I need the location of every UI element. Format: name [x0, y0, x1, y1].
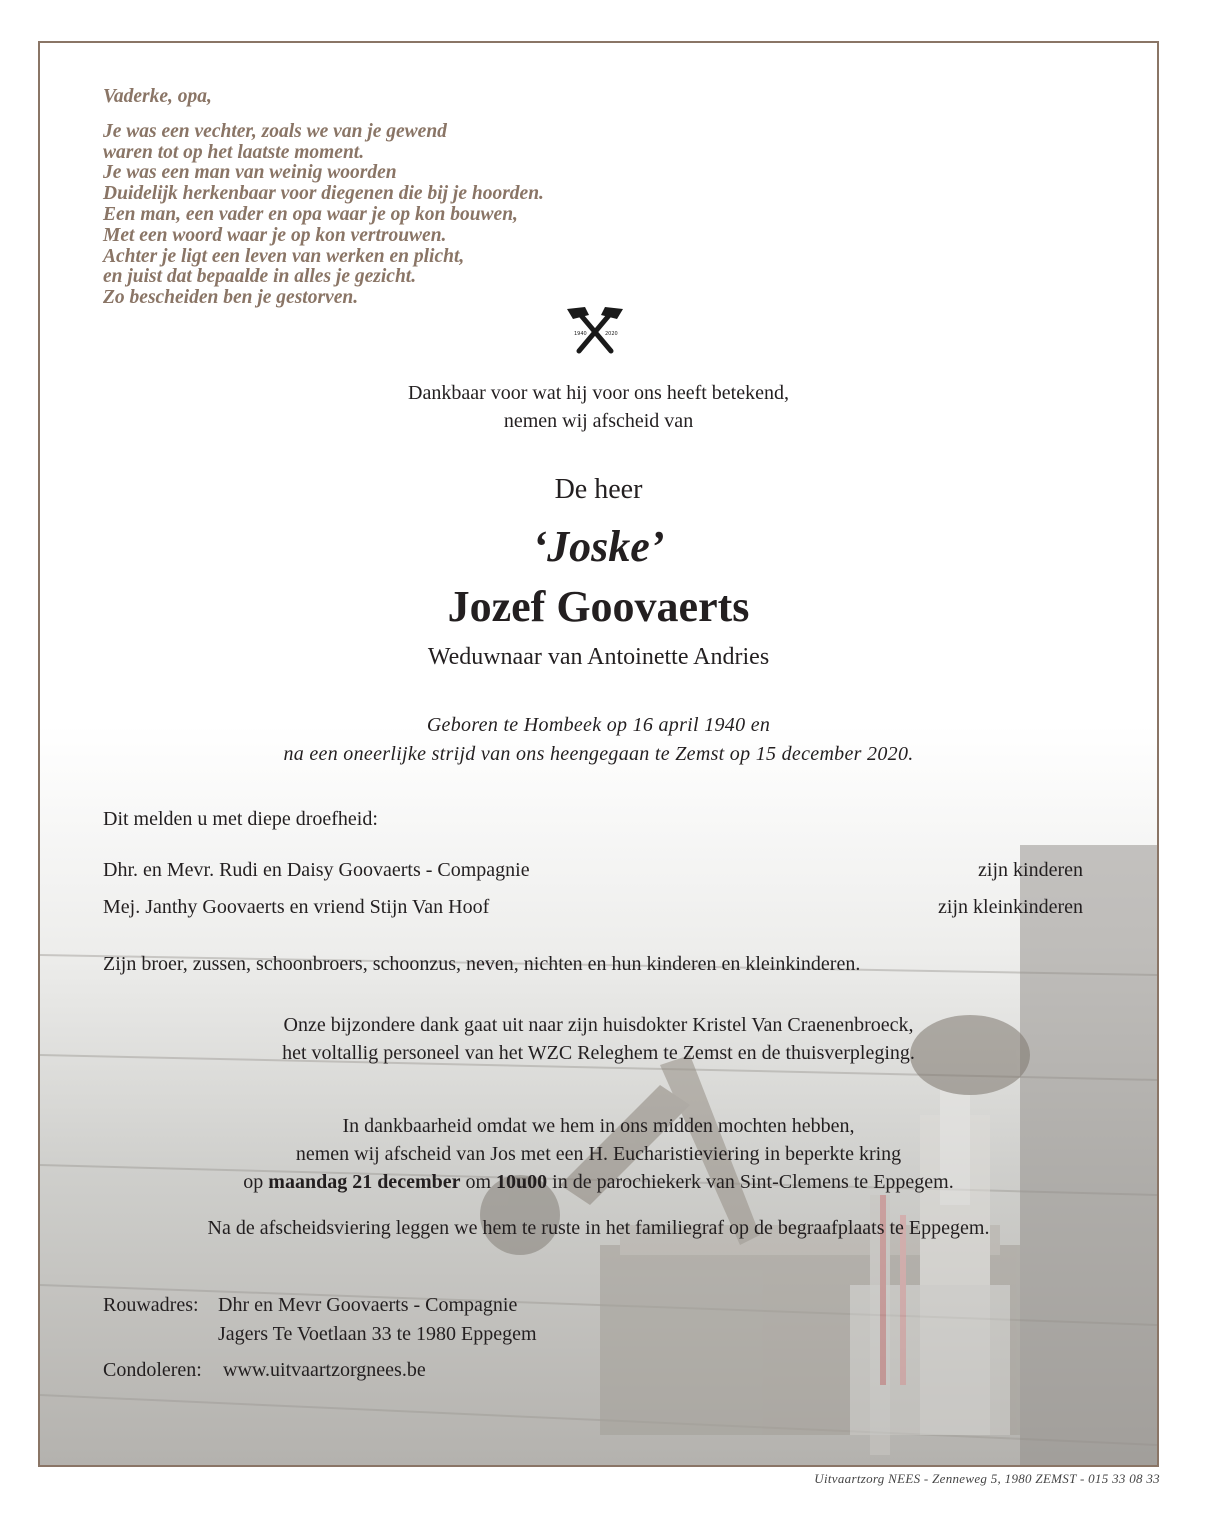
burial-line: Na de afscheidsviering leggen we hem te ruste in het familiegraf op de begraafplaats te Eppegem.	[207, 1217, 990, 1239]
condolence-label: Condoleren:	[103, 1359, 202, 1381]
service-location: in de parochiekerk van Sint-Clemens te Eppegem.	[552, 1171, 954, 1193]
birth-line: Geboren te Hombeek op 16 april 1940 en	[426, 714, 771, 736]
poem-line: Achter je ligt een leven van werken en plicht,	[103, 245, 465, 267]
poem-line: Met een woord waar je op kon vertrouwen.	[103, 224, 447, 246]
address-line1: Dhr en Mevr Goovaerts - Compagnie	[218, 1294, 518, 1316]
intro-text	[40, 379, 1157, 435]
service-line: nemen wij afscheid van Jos met een H. Eucharistieviering in beperkte kring	[295, 1143, 902, 1165]
thanks-line: het voltallig personeel van het WZC Releghem te Zemst en de thuisverpleging.	[282, 1042, 915, 1064]
widower-of: Weduwnaar van Antoinette Andries	[427, 644, 770, 670]
poem-line: Een man, een vader en opa waar je op kon bouwen,	[103, 203, 518, 225]
workshop-background-image	[40, 725, 1157, 1465]
announcement: Dit melden u met diepe droefheid:	[103, 808, 378, 830]
service-time: 10u00	[496, 1171, 548, 1193]
service-details	[40, 1112, 1157, 1196]
notice-frame	[38, 41, 1159, 1467]
poem-line: Je was een vechter, zoals we van je gewend	[103, 120, 447, 142]
relatives-line: Zijn broer, zussen, schoonbroers, schoonzus, neven, nichten en hun kinderen en kleinkinderen.	[103, 953, 861, 975]
intro-line: Dankbaar voor wat hij voor ons heeft betekend,	[408, 382, 789, 404]
service-line: In dankbaarheid omdat we hem in ons midden mochten hebben,	[342, 1115, 855, 1137]
deceased-name: Jozef Goovaerts	[447, 582, 750, 631]
footer-funeral-home: Uitvaartzorg NEES - Zenneweg 5, 1980 ZEMST - 015 33 08 33	[814, 1471, 1160, 1486]
family-names-children: Dhr. en Mevr. Rudi en Daisy Goovaerts - Compagnie	[103, 859, 530, 881]
poem-greeting: Vaderke, opa,	[103, 86, 212, 107]
toolbox-illustration	[40, 725, 1157, 1465]
deceased-nickname: ‘Joske’	[532, 522, 665, 571]
deceased-title: De heer	[554, 474, 643, 505]
address-line2: Jagers Te Voetlaan 33 te 1980 Eppegem	[218, 1323, 537, 1345]
emblem-year-death: 2020	[605, 331, 618, 337]
address-label: Rouwadres:	[103, 1294, 199, 1316]
condolence-url[interactable]: www.uitvaartzorgnees.be	[223, 1359, 426, 1381]
family-names-grandchildren: Mej. Janthy Goovaerts en vriend Stijn Van Hoof	[103, 896, 490, 918]
poem-line: Je was een man van weinig woorden	[103, 162, 397, 184]
death-line: na een oneerlijke strijd van ons heengegaan te Zemst op 15 december 2020.	[283, 743, 914, 765]
emblem-year-birth: 1940	[574, 331, 587, 337]
poem-line: waren tot op het laatste moment.	[103, 141, 365, 163]
poem-line: Duidelijk herkenbaar voor diegenen die bij je hoorden.	[103, 183, 544, 205]
service-pre: op	[243, 1171, 264, 1193]
intro-line: nemen wij afscheid van	[503, 410, 694, 432]
family-role-children: zijn kinderen	[978, 859, 1083, 881]
service-date: maandag 21 december	[268, 1171, 461, 1193]
service-mid: om	[465, 1171, 492, 1193]
poem	[103, 87, 803, 309]
poem-line: en juist dat bepaalde in alles je gezicht.	[103, 266, 417, 288]
thanks-text	[40, 1011, 1157, 1067]
crossed-hammers-icon	[565, 303, 625, 355]
family-role-grandchildren: zijn kleinkinderen	[938, 896, 1083, 918]
thanks-line: Onze bijzondere dank gaat uit naar zijn huisdokter Kristel Van Craenenbroeck,	[283, 1014, 914, 1036]
birth-death-info	[40, 711, 1157, 769]
poem-line: Zo bescheiden ben je gestorven.	[103, 287, 359, 309]
service-datetime-line	[40, 1168, 1157, 1196]
